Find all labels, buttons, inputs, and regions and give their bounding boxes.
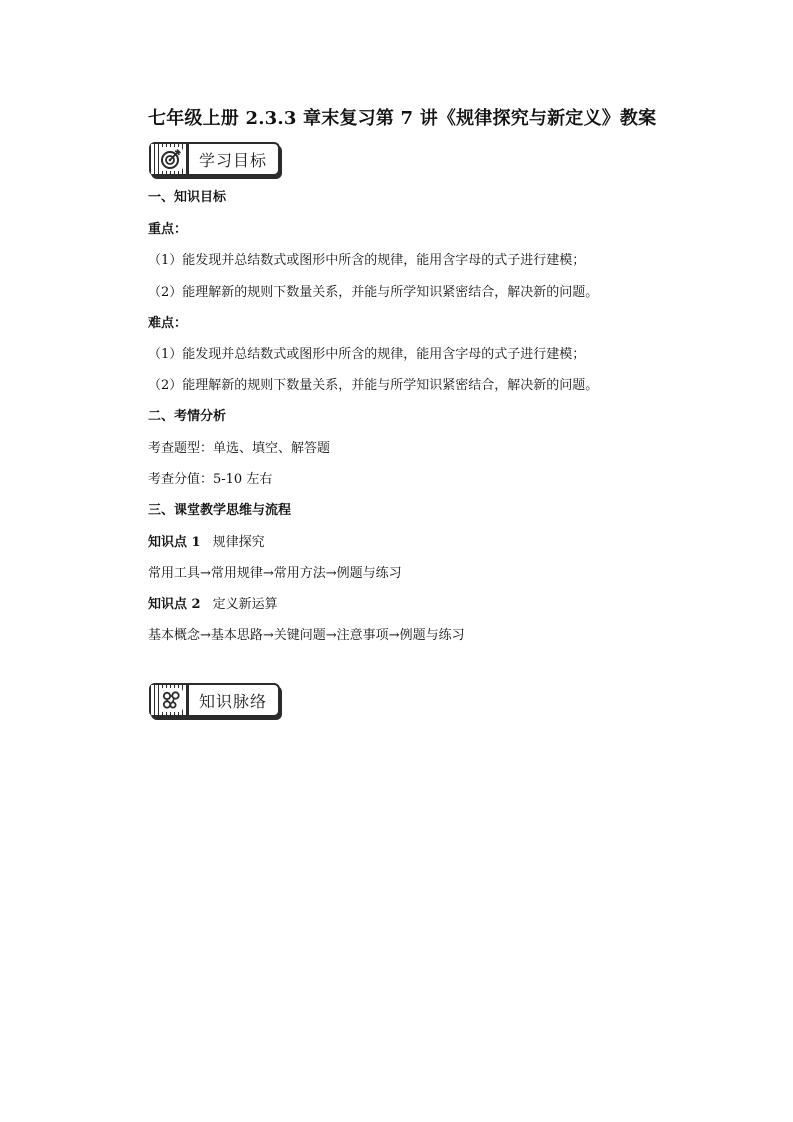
score-range: 考查分值：5-10 左右 xyxy=(148,472,273,487)
difficult-point-2: （2）能理解新的规则下数量关系，并能与所学知识紧密结合，解决新的问题。 xyxy=(148,378,599,393)
section1-heading: 一、知识目标 xyxy=(148,190,227,205)
key-point-2: （2）能理解新的规则下数量关系，并能与所学知识紧密结合，解决新的问题。 xyxy=(148,285,599,300)
kp2-label: 知识点 2 xyxy=(148,597,201,612)
kp1-name: 规律探究 xyxy=(212,535,265,550)
key-point-1: （1）能发现并总结数式或图形中所含的规律，能用含字母的式子进行建模； xyxy=(148,253,586,268)
knowledge-point-1 xyxy=(148,531,265,550)
badge-label-context: 知识脉络 xyxy=(199,692,268,711)
document-title: 七年级上册 2.3.3 章末复习第 7 讲《规律探究与新定义》教案 xyxy=(148,108,657,129)
knowledge-point-2 xyxy=(148,593,278,612)
difficult-point-1: （1）能发现并总结数式或图形中所含的规律，能用含字母的式子进行建模； xyxy=(148,347,586,362)
badge-icon-frame xyxy=(151,685,189,715)
kp1-flow: 常用工具→常用规律→常用方法→例题与练习 xyxy=(148,566,402,581)
learning-objectives-badge xyxy=(149,142,280,176)
badge-label-objectives: 学习目标 xyxy=(199,151,268,170)
target-icon xyxy=(159,147,183,171)
difficult-points-label: 难点： xyxy=(148,316,188,331)
badge-icon-frame xyxy=(151,144,189,174)
kp2-flow: 基本概念→基本思路→关键问题→注意事项→例题与练习 xyxy=(148,628,465,643)
kp1-label: 知识点 1 xyxy=(148,535,201,550)
knowledge-context-badge xyxy=(149,683,280,717)
section2-heading: 二、考情分析 xyxy=(148,409,227,424)
question-types: 考查题型：单选、填空、解答题 xyxy=(148,441,331,456)
section3-heading: 三、课堂教学思维与流程 xyxy=(148,503,292,518)
network-icon xyxy=(159,688,183,712)
kp2-name: 定义新运算 xyxy=(212,597,278,612)
key-points-label: 重点： xyxy=(148,222,188,237)
